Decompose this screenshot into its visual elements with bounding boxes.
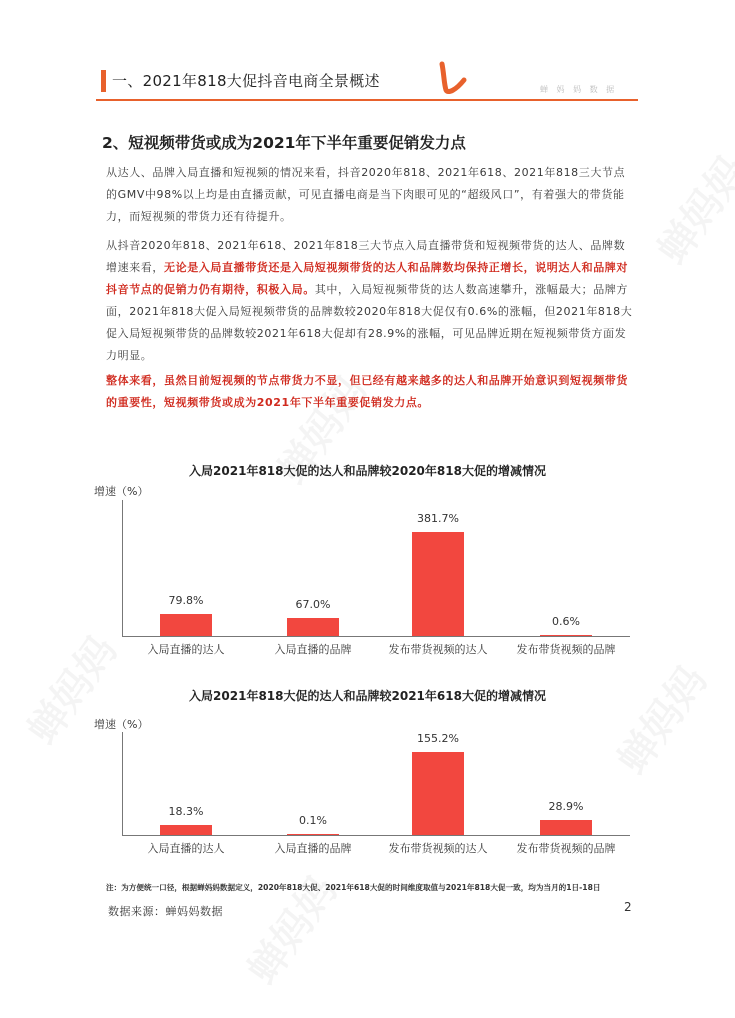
chart2-category-label: 入局直播的品牌: [274, 842, 352, 855]
watermark: [602, 653, 718, 784]
chart1-value-label: 79.8%: [168, 594, 204, 608]
paragraph-2: [106, 235, 636, 367]
chart2-category-label: 发布带货视频的品牌: [516, 842, 616, 855]
paragraph-2-highlight: 无论是入局直播带货还是入局短视频带货的达人和品牌数均保持正增长，说明达人和品牌对抖音节点的促销力仍有期待，积极入局。: [106, 261, 628, 296]
paragraph-1: 从达人、品牌入局直播和短视频的情况来看，抖音2020年818、2021年618、2021年818三大节点的GMV中98%以上均是由直播贡献，可见直播电商是当下肉眼可见的“超级风口”，有着强大的带货能力，而短视频的带货力还有待提升。: [106, 166, 626, 223]
chart1-value-label: 67.0%: [295, 597, 331, 611]
section-title: 2、短视频带货或成为2021年下半年重要促销发力点: [102, 134, 466, 152]
chart2-bar: [287, 834, 339, 835]
header-divider: [96, 99, 638, 101]
chart1-ylabel: 增速（%）: [94, 485, 149, 498]
footnote: 注：为方便统一口径，根据蝉妈妈数据定义，2020年818大促、2021年618大促的时间维度取值与2021年818大促一致，均为当月的1日-18日: [106, 883, 601, 892]
brand-logo-icon: [436, 60, 470, 98]
chart2-value-label: 0.1%: [299, 814, 327, 827]
watermark: [642, 143, 735, 274]
header-title: 一、2021年818大促抖音电商全景概述: [112, 72, 380, 90]
chart1-value-label: 381.7%: [417, 512, 459, 525]
chart2-x-axis: [122, 835, 630, 836]
chart2-category-label: 发布带货视频的达人: [388, 842, 488, 855]
chart2-bar: [160, 825, 212, 835]
chart1-bar: [412, 532, 464, 636]
chart2-value-label: 28.9%: [548, 799, 584, 813]
chart1-category-label: 发布带货视频的品牌: [516, 643, 616, 656]
page-number: 2: [624, 900, 632, 914]
paragraph-2-rest: 其中，入局短视频带货的达人数高速攀升，涨幅最大；品牌方面，2021年818大促入局短视频带货的品牌数较2020年818大促仅有0.6%的涨幅，但2021年818大促入局短视频带货的品牌数较2021年618大促却有28.9%的涨幅，可见品牌近期在短视频带货方面发力明显。: [106, 283, 633, 362]
chart2-bar: [540, 820, 592, 835]
chart1-bar: [287, 618, 339, 636]
chart2-value-label: 18.3%: [168, 805, 204, 819]
chart1-y-axis: [122, 500, 123, 636]
header-accent-bar: [101, 70, 106, 92]
chart2-ylabel: 增速（%）: [94, 718, 149, 731]
paragraph-2-intro: 从抖音2020年818、2021年618、2021年818三大节点入局直播带货和短视频带货的达人、品牌数增速来看，: [106, 239, 626, 274]
chart2-title: 入局2021年818大促的达人和品牌较2021年618大促的增减情况: [189, 689, 546, 703]
data-source: 数据来源：蝉妈妈数据: [108, 905, 223, 918]
chart2-value-label: 155.2%: [417, 732, 459, 745]
chart1-category-label: 入局直播的达人: [147, 643, 225, 656]
chart1-value-label: 0.6%: [552, 615, 580, 628]
chart1-bar: [540, 635, 592, 636]
header-faint-text: 蝉 妈 妈 数 据: [540, 85, 618, 94]
chart1-title: 入局2021年818大促的达人和品牌较2020年818大促的增减情况: [189, 464, 546, 478]
chart1-x-axis: [122, 636, 630, 637]
chart2-y-axis: [122, 732, 123, 835]
chart1-category-label: 发布带货视频的达人: [388, 643, 488, 656]
chart1-bar: [160, 614, 212, 636]
chart2-bar: [412, 752, 464, 835]
chart2-category-label: 入局直播的达人: [147, 842, 225, 855]
chart1-category-label: 入局直播的品牌: [274, 643, 352, 656]
paragraph-3-conclusion: 整体来看，虽然目前短视频的节点带货力不显，但已经有越来越多的达人和品牌开始意识到短视频带货的重要性，短视频带货或成为2021年下半年重要促销发力点。: [106, 374, 628, 409]
